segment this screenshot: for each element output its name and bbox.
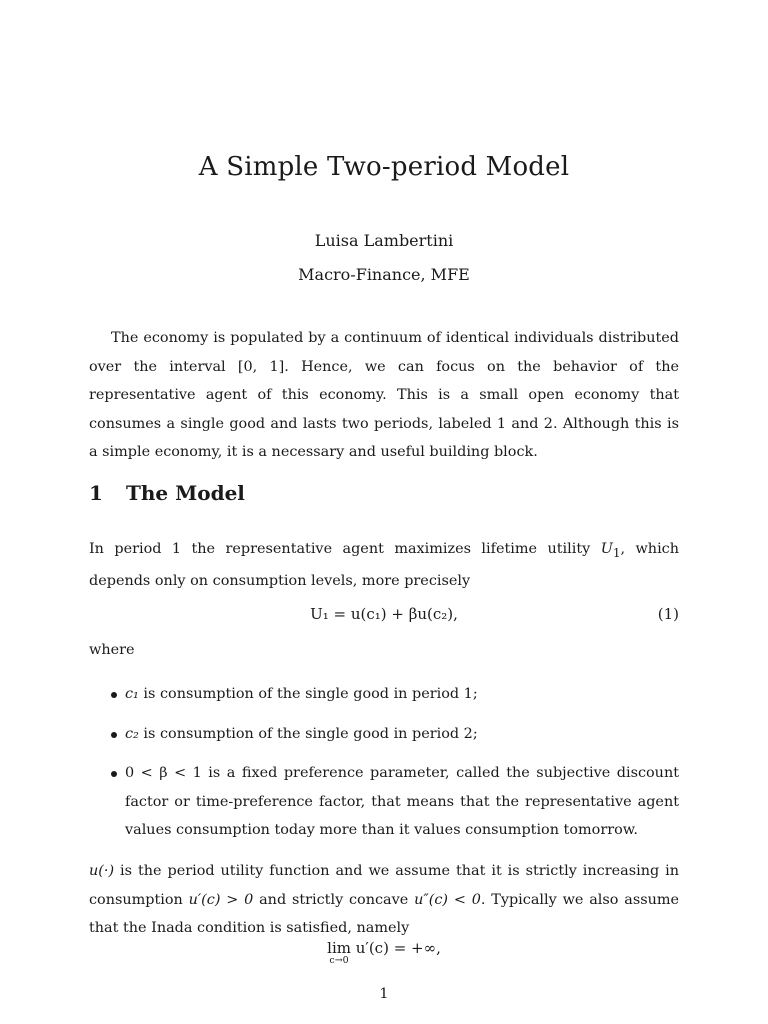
author-name: Luisa Lambertini	[314, 231, 454, 250]
math-symbol: U	[600, 541, 613, 557]
list-item	[89, 680, 679, 709]
page-number: 1	[379, 986, 389, 1002]
utility-paragraph	[89, 857, 679, 943]
math-expression: u(·)	[89, 863, 115, 879]
section-title: The Model	[126, 481, 245, 505]
paragraph-text: , which depends only on consumption levels, more precisely	[89, 541, 679, 590]
intro-paragraph: The economy is populated by a continuum of identical individuals distributed over the interval [0, 1]. Hence, we can focus on the behavior of the representative agent of this economy. This is a small open economy that consumes a single good and lasts two periods, labeled 1 and 2. Although this is a simple economy, it is a necessary and useful building block.	[89, 330, 679, 460]
equation-1	[89, 600, 679, 628]
definition-list	[89, 680, 679, 845]
list-item-text: is a fixed preference parameter, called the subjective discount factor or time-preference factor, that means that the representative agent values consumption today more than it values consumption tomorrow.	[125, 765, 679, 838]
list-item	[89, 720, 679, 749]
where-text: where	[89, 642, 135, 658]
equation-number: (1)	[657, 605, 679, 623]
author-affiliation: Macro-Finance, MFE	[298, 265, 470, 284]
math-expression: c₁	[125, 686, 139, 702]
inada-equation	[89, 940, 679, 980]
list-item	[89, 759, 679, 845]
bullet-icon	[111, 771, 117, 777]
paragraph-text: In period 1 the representative agent maximizes lifetime utility	[89, 541, 601, 557]
math-expression: c₂	[125, 725, 139, 742]
math-subscript: 1	[612, 545, 621, 560]
list-item-text: is consumption of the single good in period 2;	[138, 725, 478, 742]
math-expression: u′(c) > 0	[188, 891, 254, 908]
paper-title: A Simple Two-period Model	[198, 152, 570, 182]
limit-subscript: c→0	[329, 955, 349, 966]
paragraph-text: is the period utility function and we assume that it is strictly increasing in consumption	[89, 863, 679, 908]
paragraph-text: . Typically we also assume that the Inada condition is satisfied, namely	[89, 891, 680, 936]
bullet-icon	[111, 732, 117, 738]
limit-symbol: lim	[327, 939, 351, 957]
equation-body	[89, 940, 679, 966]
list-item-text: is consumption of the single good in period 1;	[138, 686, 478, 702]
paragraph-text: and strictly concave	[253, 891, 415, 908]
model-paragraph	[89, 535, 679, 596]
bullet-icon	[111, 692, 117, 698]
limit-expression: u′(c) = +∞,	[355, 939, 441, 957]
math-expression: 0 < β < 1	[125, 765, 202, 781]
equation-body: U₁ = u(c₁) + βu(c₂),	[310, 605, 458, 623]
section-heading	[89, 481, 245, 505]
section-number: 1	[89, 481, 103, 505]
limit-operator	[327, 940, 351, 966]
math-expression: u″(c) < 0	[414, 891, 481, 908]
